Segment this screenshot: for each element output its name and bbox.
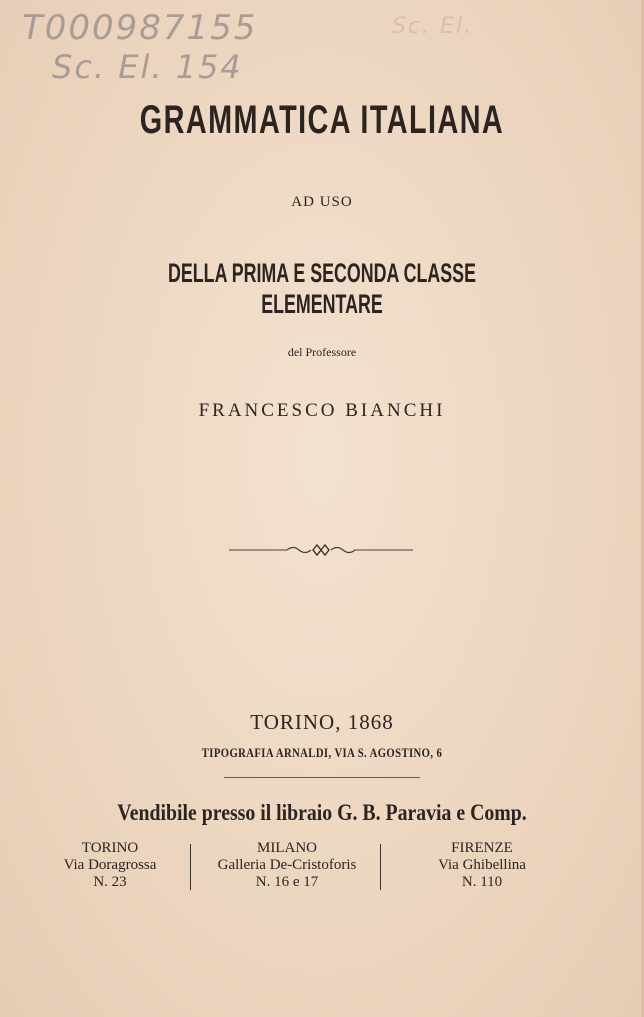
branch-firenze [382,840,582,891]
branch-city: MILANO [257,840,317,856]
branch-number: N. 110 [461,874,503,890]
faint-handwritten-mark: Sc. El. [392,14,474,39]
column-divider [380,844,381,890]
divider-rule [224,777,420,778]
printer-line: TIPOGRAFIA ARNALDI, VIA S. AGOSTINO, 6 [201,745,443,760]
bookseller-branches [30,840,590,892]
branch-milano [192,840,382,891]
branch-number: N. 23 [93,874,127,890]
professor-label: del Professore [287,345,357,359]
branch-street: Via Doragrossa [63,857,157,873]
branch-torino [30,840,190,891]
handwritten-collection-mark: Sc. El. 154 [52,48,243,86]
ornament-divider [0,540,644,565]
handwritten-shelfmark: T000987155 [22,8,258,48]
ornament-icon [227,540,417,560]
book-subtitle: DELLA PRIMA E SECONDA CLASSE ELEMENTARE [168,258,476,319]
branch-city: TORINO [81,840,139,856]
branch-city: FIRENZE [451,840,513,856]
sale-line: Vendibile presso il libraio G. B. Paravia e Comp. [117,800,527,825]
branch-number: N. 16 e 17 [255,874,319,890]
branch-street: Via Ghibellina [438,857,526,873]
branch-street: Galleria De-Cristoforis [217,857,357,873]
author-name: FRANCESCO BIANCHI [198,400,446,421]
imprint-city-year: TORINO, 1868 [250,710,394,734]
ad-uso-line: AD USO [291,194,353,210]
book-title: GRAMMATICA ITALIANA [139,98,505,142]
column-divider [190,844,191,890]
